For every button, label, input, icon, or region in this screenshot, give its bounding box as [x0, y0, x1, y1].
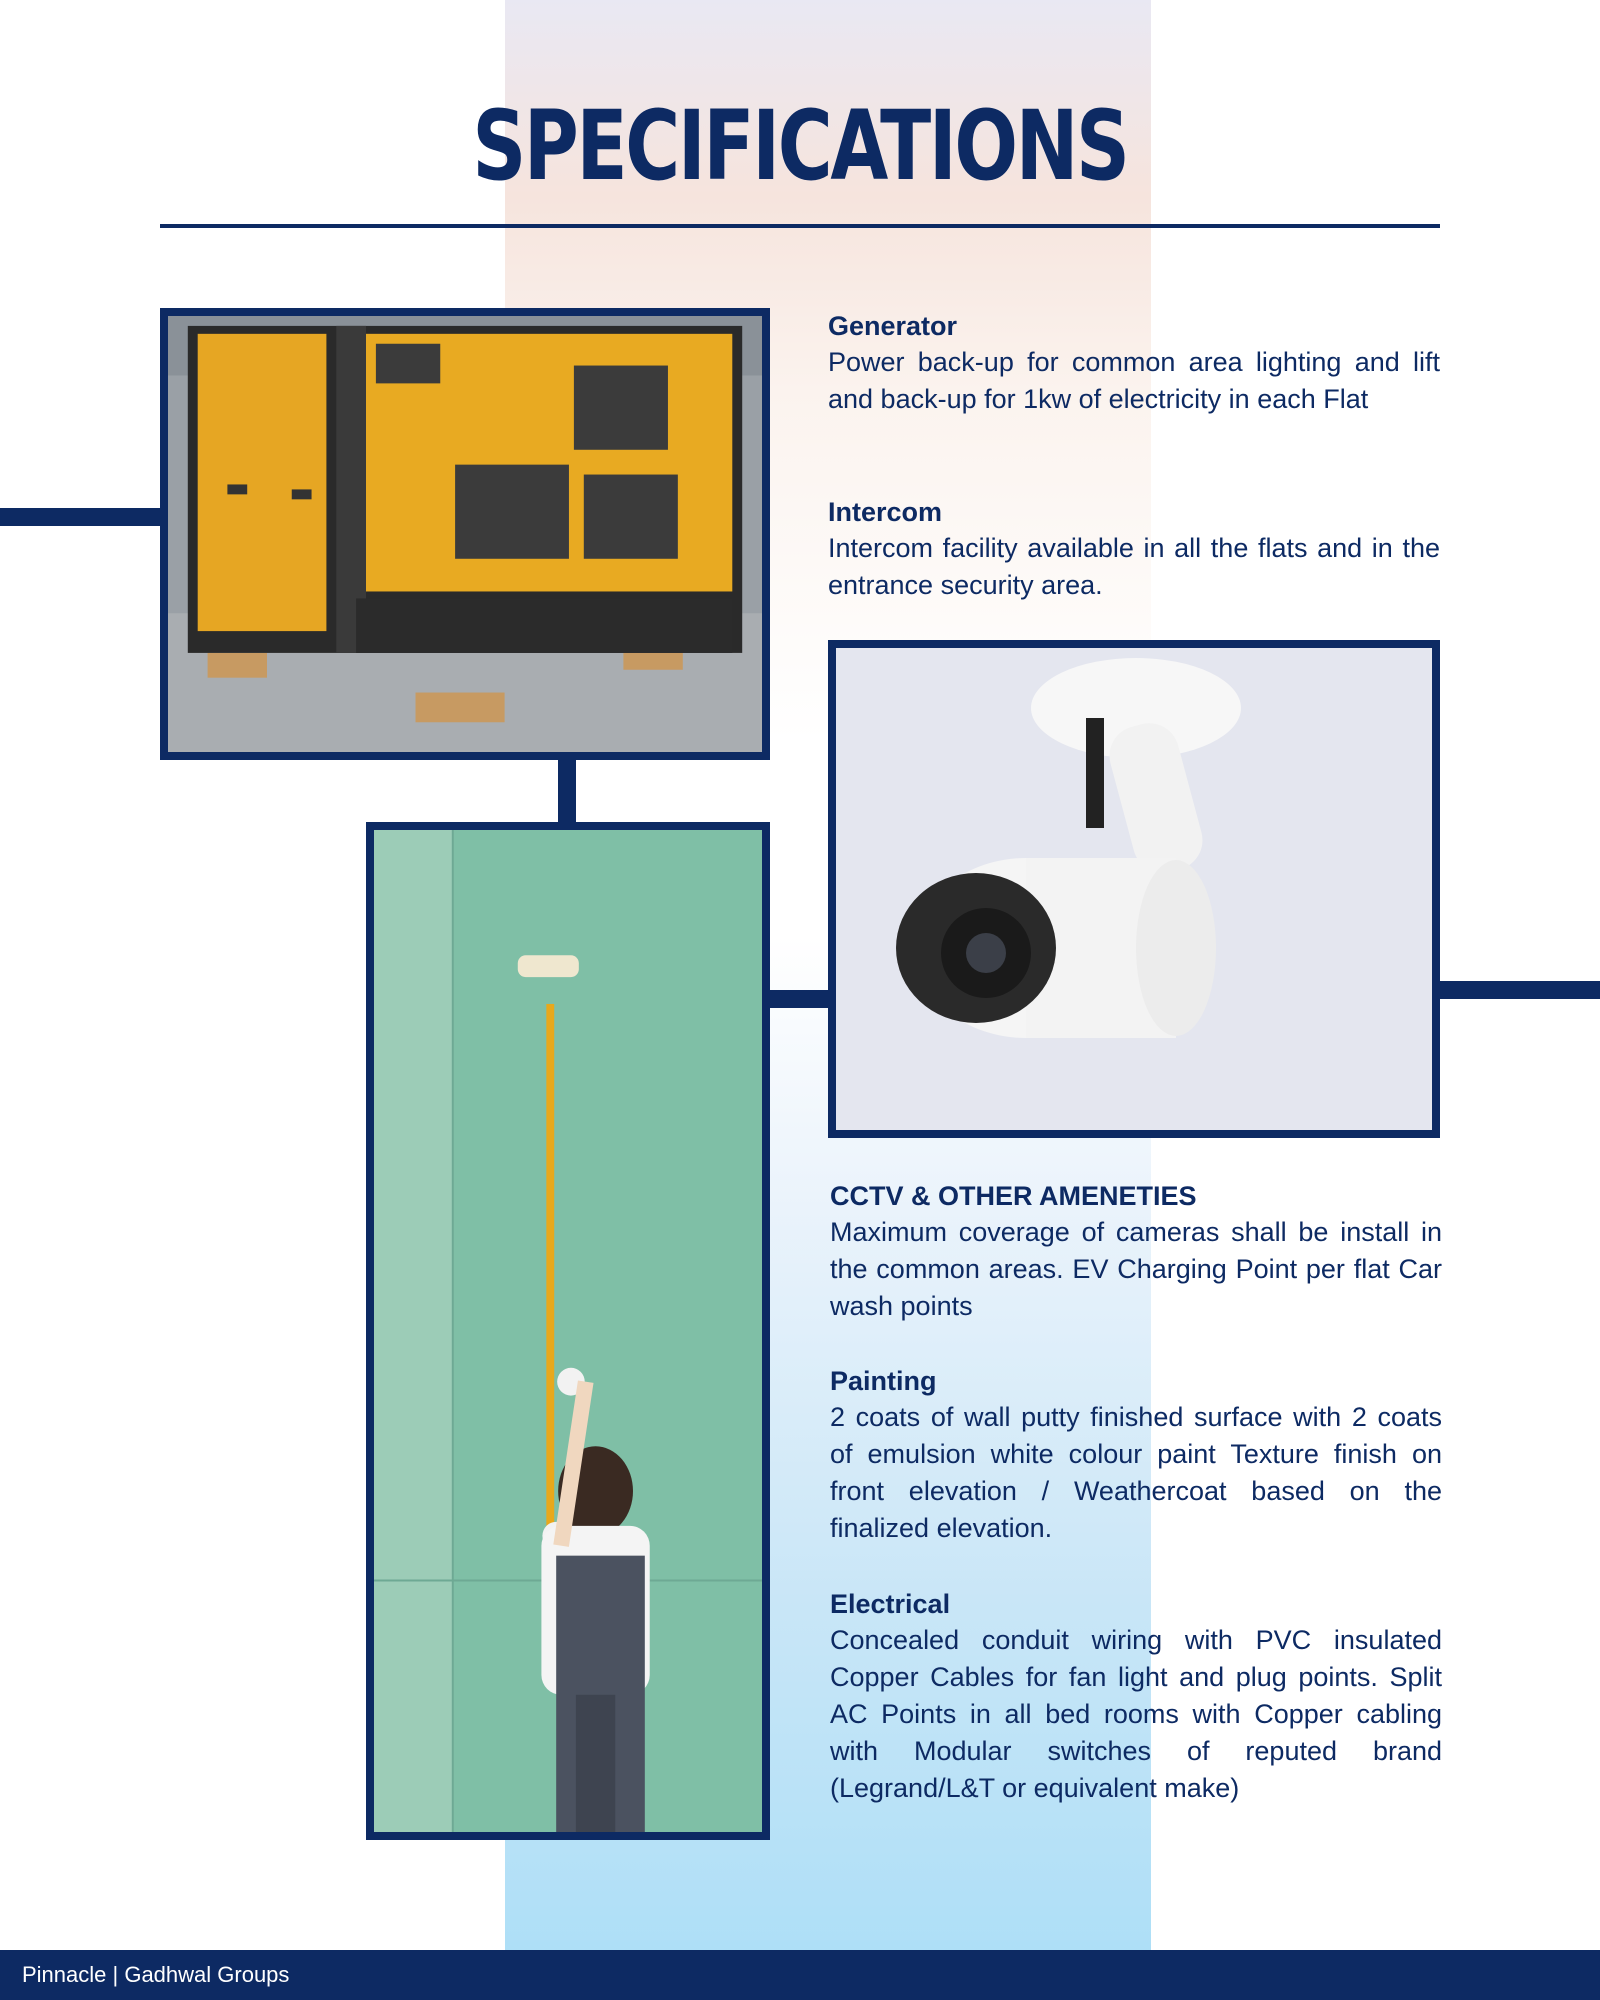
connector-vertical — [558, 755, 576, 825]
generator-heading: Generator — [828, 311, 958, 341]
title-divider — [160, 224, 1440, 228]
spec-painting — [830, 1363, 1442, 1547]
electrical-heading: Electrical — [830, 1589, 951, 1619]
intercom-heading: Intercom — [828, 497, 943, 527]
spec-electrical — [830, 1586, 1442, 1807]
footer-text: Pinnacle | Gadhwal Groups — [22, 1962, 290, 1987]
electrical-text: Concealed conduit wiring with PVC insulated Copper Cables for fan light and plug points. Split AC Points in all bed rooms with Copper cabling with Modular switches of reputed brand (Legrand/L&T or equivalent make) — [830, 1625, 1442, 1803]
generator-photo — [160, 308, 770, 760]
intercom-text: Intercom facility available in all the flats and in the entrance security area. — [828, 533, 1440, 600]
spec-generator — [828, 308, 1440, 418]
painting-text: 2 coats of wall putty finished surface with 2 coats of emulsion white colour paint Texture finish on front elevation / Weathercoat based on the finalized elevation. — [830, 1402, 1442, 1543]
cctv-heading: CCTV & OTHER AMENETIES — [830, 1181, 1197, 1211]
connector-middle — [768, 990, 830, 1008]
footer-bar — [0, 1950, 1600, 2000]
connector-right — [1438, 981, 1600, 999]
painting-heading: Painting — [830, 1366, 937, 1396]
connector-left — [0, 508, 162, 526]
cctv-camera-photo — [828, 640, 1440, 1138]
painter-photo — [366, 822, 770, 1840]
spec-cctv — [830, 1178, 1442, 1325]
spec-intercom — [828, 494, 1440, 604]
generator-text: Power back-up for common area lighting and lift and back-up for 1kw of electricity in each Flat — [828, 347, 1440, 414]
page-title: SPECIFICATIONS — [472, 90, 1128, 202]
cctv-text: Maximum coverage of cameras shall be install in the common areas. EV Charging Point per flat Car wash points — [830, 1217, 1442, 1321]
